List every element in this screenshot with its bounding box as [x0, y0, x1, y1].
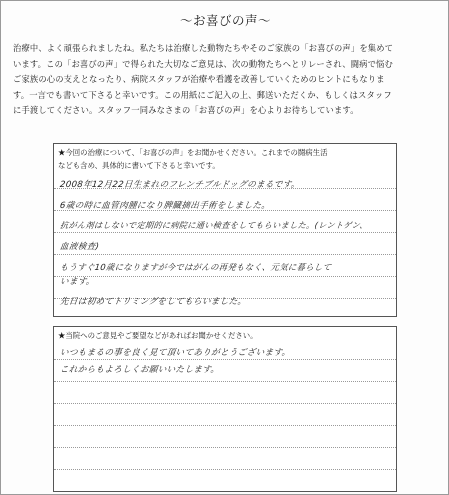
handwritten-line: 血液検査): [59, 242, 100, 252]
handwritten-line: いつもまるの事を良く見て頂いてありがとうございます。: [59, 348, 291, 358]
intro-line: 治療中、よく頑張られましたね。私たちは治療した動物たちやそのご家族の「お喜びの声」を集めて: [13, 43, 394, 53]
handwritten-line: これからもよろしくお願いいたします。: [59, 365, 220, 375]
intro-paragraph: [13, 41, 441, 119]
handwritten-line: 抗がん剤はしないで定期的に病院に通い検査をしてもらいました。(レントゲン、: [59, 220, 369, 230]
intro-line: ご家族の心の支えとなったり、病院スタッフが治療や看護を改善していくためのヒントにもなりま: [13, 74, 385, 85]
intro-line: に手渡してください。スタッフ一同みなさまの「お喜びの声」を心よりお待ちしています。: [13, 105, 359, 116]
handwritten-line: います。: [59, 277, 96, 287]
writing-rule: [54, 359, 396, 360]
writing-rule: [54, 447, 396, 448]
treatment-feedback-prompt: [58, 147, 327, 172]
page-title: 〜お喜びの声〜: [179, 13, 271, 28]
intro-line: す。一言でも書いて下さると幸いです。この用紙にご記入の上、郵送いただくか、もしくはスタッフ: [13, 89, 392, 100]
handwritten-line: もうすぐ10歳になりますが今ではがんの再発もなく、元気に暮らして: [59, 262, 332, 272]
handwritten-line: 先日は初めてトリミングをしてもらいました。: [59, 297, 247, 307]
treatment-feedback-box[interactable]: [53, 143, 397, 317]
writing-rule: [54, 469, 396, 470]
writing-rule: [54, 381, 396, 382]
writing-rule: [54, 425, 396, 426]
writing-rule: [54, 276, 396, 277]
requests-prompt: ★当院へのご意見やご要望などがあればお聞かせください。: [58, 331, 258, 340]
writing-rule: [54, 232, 396, 233]
intro-line: います。この「お喜びの声」で得られた大切なご意見は、次の動物たちへとリレーされ、闘病で悩む: [13, 58, 393, 69]
prompt-line: なども含め、具体的に書いて下さると幸いです。: [58, 160, 220, 170]
writing-rule: [54, 254, 396, 255]
writing-rule: [54, 403, 396, 404]
handwritten-line: 2008年12月22日生まれのフレンチブルドッグのまるです。: [59, 180, 301, 190]
prompt-line: ★今回の治療について、「お喜びの声」をお聞かせください。これまでの闘病生活: [58, 148, 328, 157]
handwritten-line: 6歳の時に血管肉腫になり脾臓摘出手術をしました。: [59, 201, 271, 211]
requests-box[interactable]: [53, 326, 397, 492]
